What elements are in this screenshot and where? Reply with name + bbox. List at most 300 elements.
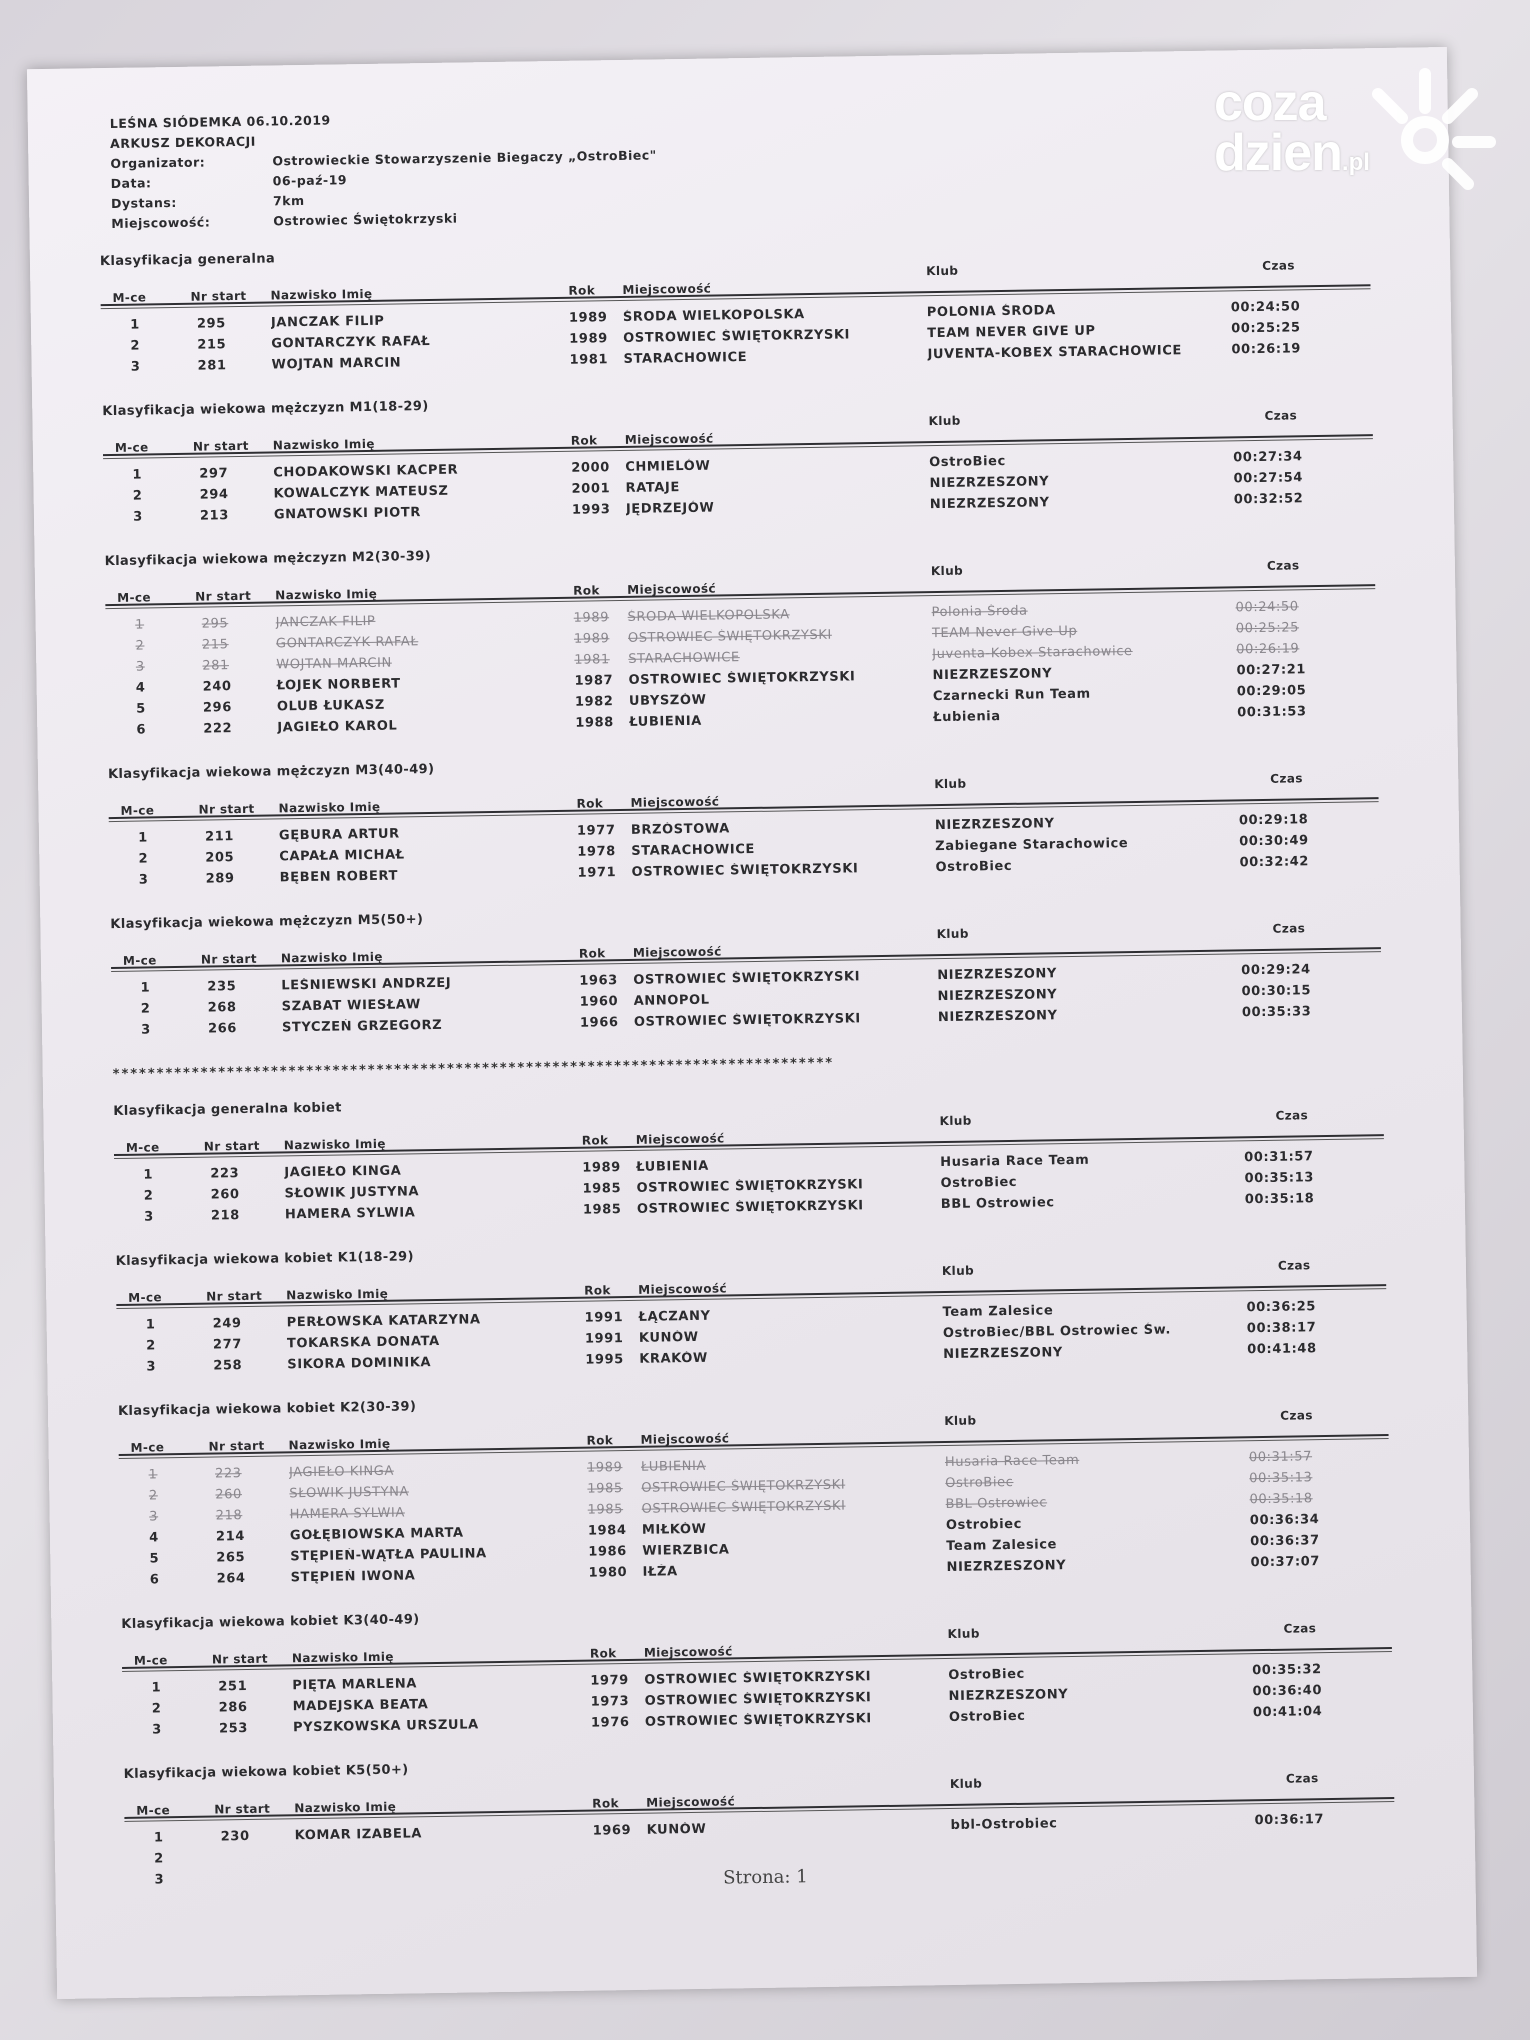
column-header-runner-name: Nazwisko Imię xyxy=(294,1799,397,1816)
cell-town: BRZÓSTOWA xyxy=(630,821,730,838)
classification-section xyxy=(100,234,1372,404)
cell-birth-year: 1985 xyxy=(582,1181,622,1197)
column-header-club: Klub xyxy=(949,1776,983,1791)
cell-club: Ostrobiec xyxy=(945,1516,1023,1534)
cell-club: Husaria Race Team xyxy=(940,1152,1090,1171)
column-header-club: Klub xyxy=(926,263,959,279)
column-header-place: M-ce xyxy=(112,290,147,305)
cell-town: MIŁKÓW xyxy=(641,1521,707,1538)
column-header-place: M-ce xyxy=(128,1290,163,1305)
cell-time: 00:32:52 xyxy=(1233,491,1304,508)
cell-club: OstroBiec xyxy=(948,1666,1026,1683)
cell-runner-name: STYCZEŃ GRZEGORZ xyxy=(281,1017,443,1036)
column-header-runner-name: Nazwisko Imię xyxy=(283,1136,386,1153)
cell-birth-year: 1986 xyxy=(588,1544,627,1560)
cell-birth-year: 1985 xyxy=(587,1481,623,1497)
cell-place: 4 xyxy=(135,680,146,696)
column-header-place: M-ce xyxy=(125,1140,160,1155)
cell-town: ŁUBIENIA xyxy=(636,1158,710,1175)
cell-town: KUNÓW xyxy=(646,1821,707,1838)
cell-start-number: 260 xyxy=(210,1187,240,1203)
cell-club: NIEZRZESZONY xyxy=(937,966,1058,984)
cell-place: 2 xyxy=(138,851,149,867)
cell-town: CHMIELÓW xyxy=(625,458,711,475)
cell-place: 3 xyxy=(149,1509,159,1525)
cell-birth-year: 1993 xyxy=(571,502,611,518)
column-header-runner-name: Nazwisko Imię xyxy=(288,1436,391,1453)
cell-runner-name: GONTARCZYK RAFAŁ xyxy=(271,333,431,352)
cell-time: 00:26:19 xyxy=(1231,341,1302,358)
cell-club: Łubienia xyxy=(933,709,1001,726)
watermark-text: coza dzien.pl xyxy=(1214,74,1370,182)
cell-place: 2 xyxy=(146,1338,156,1354)
cell-birth-year: 1985 xyxy=(582,1202,622,1218)
cell-start-number: 222 xyxy=(203,721,233,737)
cell-club: JUVENTA-KOBEX STARACHOWICE xyxy=(927,343,1183,363)
column-header-runner-name: Nazwisko Imię xyxy=(272,436,375,453)
cell-town xyxy=(647,1840,917,1844)
column-header-runner-name: Nazwisko Imię xyxy=(286,1286,389,1303)
cell-club: OstroBiec xyxy=(940,1174,1018,1192)
cell-time: 00:35:33 xyxy=(1241,1004,1312,1021)
column-header-place: M-ce xyxy=(122,953,157,968)
results-sheet xyxy=(27,47,1477,1999)
column-header-place: M-ce xyxy=(133,1653,168,1668)
cell-town: OSTROWIEC ŚWIĘTOKRZYSKI xyxy=(633,1011,861,1030)
section-title: Klasyfikacja generalna xyxy=(99,251,276,270)
cell-birth-year: 1989 xyxy=(569,331,608,347)
cell-place: 6 xyxy=(136,722,147,738)
cell-runner-name: SIKORA DOMINIKA xyxy=(287,1355,432,1373)
cell-start-number: 218 xyxy=(215,1508,243,1524)
cell-runner-name: SŁOWIK JUSTYNA xyxy=(284,1184,420,1202)
cell-town: OSTROWIEC ŚWIĘTOKRZYSKI xyxy=(623,327,851,346)
cell-birth-year: 1976 xyxy=(590,1715,630,1731)
cell-start-number xyxy=(221,1870,297,1871)
cell-birth-year: 1989 xyxy=(568,310,608,326)
cell-club: Team Zalesice xyxy=(942,1303,1054,1321)
cell-town: ANNOPOL xyxy=(633,992,710,1009)
cell-town: KUNÓW xyxy=(638,1329,699,1346)
cell-time: 00:36:37 xyxy=(1250,1533,1320,1550)
cell-time: 00:30:15 xyxy=(1241,983,1312,1000)
classification-section xyxy=(110,897,1382,1082)
cell-club: Husaria Race Team xyxy=(944,1452,1080,1471)
cell-start-number xyxy=(221,1849,297,1850)
cell-birth-year: 1979 xyxy=(590,1673,630,1689)
cell-runner-name: KOMAR IZABELA xyxy=(294,1826,423,1844)
column-header-town: Miejscowość xyxy=(638,1281,728,1297)
cell-place: 2 xyxy=(132,488,143,504)
cell-place: 1 xyxy=(153,1830,164,1846)
cell-time xyxy=(1255,1832,1375,1834)
column-header-time: Czas xyxy=(1280,1408,1313,1423)
cell-town: ŚRODA WIELKOPOLSKA xyxy=(622,307,805,325)
cell-birth-year: 1963 xyxy=(579,973,619,989)
cell-runner-name: HAMERA SYLWIA xyxy=(289,1505,406,1523)
cell-birth-year: 2001 xyxy=(571,481,611,497)
column-header-town: Miejscowość xyxy=(627,581,717,597)
cell-club: NIEZRZESZONY xyxy=(937,987,1058,1005)
cell-place: 3 xyxy=(135,659,145,675)
classification-section xyxy=(108,747,1380,917)
cell-start-number: 253 xyxy=(218,1721,249,1737)
cell-time: 00:27:54 xyxy=(1233,470,1304,487)
cell-birth-year: 1989 xyxy=(573,631,610,647)
cell-time: 00:37:07 xyxy=(1250,1554,1321,1571)
classification-section xyxy=(113,1084,1385,1254)
cell-runner-name: MADEJSKA BEATA xyxy=(292,1697,429,1715)
cell-birth-year: 1981 xyxy=(574,652,610,668)
cell-runner-name: STĘPIEŃ-WĄTŁA PAULINA xyxy=(290,1546,487,1565)
cell-birth-year: 1989 xyxy=(582,1160,621,1176)
cell-runner-name: JAGIEŁO KAROL xyxy=(277,718,398,736)
column-header-birth-year: Rok xyxy=(576,796,604,811)
cell-club: NIEZRZESZONY xyxy=(929,495,1050,513)
column-header-start-number: Nr start xyxy=(192,438,249,454)
header-field-value: 06-paź-19 xyxy=(272,172,348,189)
cell-place: 2 xyxy=(154,1851,165,1867)
cell-time: 00:27:21 xyxy=(1236,662,1307,679)
cell-runner-name: ŁOJEK NORBERT xyxy=(276,676,401,694)
column-header-time: Czas xyxy=(1262,258,1295,273)
cell-club: NIEZRZESZONY xyxy=(934,816,1055,834)
page-number: Strona: 1 xyxy=(722,1866,808,1889)
cell-place: 3 xyxy=(152,1722,162,1738)
cell-runner-name: PERŁOWSKA KATARZYNA xyxy=(286,1312,481,1331)
column-header-town: Miejscowość xyxy=(646,1794,736,1810)
cell-birth-year: 1991 xyxy=(584,1331,624,1347)
cell-runner-name: HAMERA SYLWIA xyxy=(284,1205,416,1223)
cell-birth-year: 1980 xyxy=(588,1565,628,1581)
cell-runner-name: GOŁĘBIOWSKA MARTA xyxy=(289,1525,464,1544)
cell-time: 00:36:40 xyxy=(1252,1683,1323,1700)
cell-start-number: 230 xyxy=(220,1828,250,1845)
cell-place: 2 xyxy=(151,1701,162,1717)
cell-birth-year: 1973 xyxy=(590,1694,630,1710)
cell-town: OSTROWIEC ŚWIĘTOKRZYSKI xyxy=(644,1711,872,1730)
cell-time: 00:27:34 xyxy=(1233,449,1303,466)
header-field-label: Miejscowość: xyxy=(111,214,211,231)
classification-section xyxy=(116,1234,1388,1404)
cell-runner-name: JANCZAK FILIP xyxy=(275,613,376,631)
section-title: Klasyfikacja wiekowa kobiet K5(50+) xyxy=(123,1762,409,1782)
cell-start-number: 258 xyxy=(213,1358,243,1374)
column-header-time: Czas xyxy=(1285,1771,1319,1786)
cell-start-number: 289 xyxy=(205,871,235,887)
column-header-start-number: Nr start xyxy=(198,801,255,817)
column-header-town: Miejscowość xyxy=(632,944,722,960)
cell-birth-year: 2000 xyxy=(571,460,610,476)
sheet-header xyxy=(110,105,658,234)
cell-club: OstroBiec xyxy=(945,1474,1014,1492)
cell-town: STARACHOWICE xyxy=(623,349,748,367)
column-header-start-number: Nr start xyxy=(203,1138,260,1154)
cell-time: 00:35:18 xyxy=(1244,1191,1315,1208)
cell-time: 00:38:17 xyxy=(1246,1320,1317,1337)
column-header-place: M-ce xyxy=(114,440,149,455)
cell-start-number: 297 xyxy=(199,466,229,482)
column-header-runner-name: Nazwisko Imię xyxy=(280,949,383,966)
cell-place: 2 xyxy=(143,1188,154,1204)
cell-town: ŁUBIENIA xyxy=(629,713,703,730)
cell-town xyxy=(647,1861,917,1865)
cell-start-number: 296 xyxy=(202,700,233,716)
cell-start-number: 265 xyxy=(216,1550,246,1566)
column-header-time: Czas xyxy=(1277,1258,1311,1273)
cell-runner-name: BĘBEN ROBERT xyxy=(279,868,399,886)
cell-runner-name: GNATOWSKI PIOTR xyxy=(273,505,422,523)
cell-birth-year: 1985 xyxy=(587,1502,624,1518)
cell-birth-year: 1991 xyxy=(584,1310,624,1326)
column-header-start-number: Nr start xyxy=(200,951,258,967)
cell-runner-name: JANCZAK FILIP xyxy=(270,313,385,331)
event-title: LEŚNA SIÓDEMKA 06.10.2019 xyxy=(109,112,331,131)
cell-club: Czarnecki Run Team xyxy=(932,686,1091,705)
cell-runner-name: JAGIEŁO KINGA xyxy=(284,1163,402,1181)
column-header-club: Klub xyxy=(930,563,964,579)
cell-time: 00:36:34 xyxy=(1249,1512,1320,1529)
cell-club: NIEZRZESZONY xyxy=(937,1008,1058,1026)
cell-time: 00:41:04 xyxy=(1252,1704,1323,1721)
column-header-birth-year: Rok xyxy=(584,1283,611,1298)
cell-town: ŁĄCZANY xyxy=(638,1308,711,1325)
cell-place: 4 xyxy=(149,1530,159,1546)
column-header-club: Klub xyxy=(947,1626,980,1642)
column-header-time: Czas xyxy=(1272,921,1306,936)
classification-section xyxy=(105,534,1378,767)
column-header-town: Miejscowość xyxy=(635,1131,725,1147)
column-header-birth-year: Rok xyxy=(581,1133,609,1148)
cell-birth-year: 1978 xyxy=(577,844,617,860)
cell-runner-name: KOWALCZYK MATEUSZ xyxy=(273,483,449,502)
column-header-runner-name: Nazwisko Imię xyxy=(270,286,373,303)
section-title: Klasyfikacja generalna kobiet xyxy=(113,1100,342,1120)
section-title: Klasyfikacja wiekowa kobiet K1(18-29) xyxy=(115,1249,414,1270)
cell-runner-name xyxy=(295,1845,575,1849)
cell-start-number: 266 xyxy=(207,1021,238,1037)
cell-time: 00:29:24 xyxy=(1241,962,1311,979)
cell-time: 00:25:25 xyxy=(1231,320,1301,337)
column-header-birth-year: Rok xyxy=(578,946,606,961)
cell-place: 1 xyxy=(145,1317,156,1333)
column-header-time: Czas xyxy=(1283,1621,1317,1636)
cell-town: OSTROWIEC ŚWIĘTOKRZYSKI xyxy=(631,861,859,880)
cell-time xyxy=(1255,1853,1375,1855)
cell-place: 5 xyxy=(136,701,146,717)
cell-town: OSTROWIEC ŚWIĘTOKRZYSKI xyxy=(641,1498,846,1517)
header-field-label: Data: xyxy=(110,175,152,191)
cell-time: 00:24:50 xyxy=(1230,299,1301,316)
cell-time: 00:35:13 xyxy=(1244,1170,1315,1187)
cell-town: OSTROWIEC ŚWIĘTOKRZYSKI xyxy=(641,1477,846,1496)
cell-start-number: 213 xyxy=(199,508,230,524)
column-header-birth-year: Rok xyxy=(573,583,600,598)
cell-town: OSTROWIEC ŚWIĘTOKRZYSKI xyxy=(628,669,856,688)
cell-place: 5 xyxy=(149,1551,160,1567)
cell-place: 1 xyxy=(135,617,145,633)
cell-birth-year xyxy=(593,1844,653,1845)
column-header-place: M-ce xyxy=(117,590,152,605)
cell-start-number: 235 xyxy=(207,979,237,995)
column-header-town: Miejscowość xyxy=(630,794,720,810)
header-field-value: 7km xyxy=(272,192,305,209)
cell-place: 2 xyxy=(148,1488,158,1504)
cell-start-number: 215 xyxy=(197,337,227,353)
cell-start-number: 264 xyxy=(216,1571,246,1587)
cell-start-number: 260 xyxy=(215,1487,243,1503)
column-header-time: Czas xyxy=(1264,408,1298,423)
cell-town: IŁŻA xyxy=(642,1564,678,1580)
cell-club: OstroBiec xyxy=(948,1708,1026,1725)
column-header-start-number: Nr start xyxy=(206,1288,263,1304)
watermark-logo xyxy=(1210,60,1500,200)
cell-time: 00:36:17 xyxy=(1254,1812,1325,1829)
section-title: Klasyfikacja wiekowa mężczyzn M3(40-49) xyxy=(107,761,435,783)
section-title: Klasyfikacja wiekowa mężczyzn M1(18-29) xyxy=(102,399,429,420)
column-header-start-number: Nr start xyxy=(211,1651,269,1667)
cell-club: TEAM NEVER GIVE UP xyxy=(927,323,1096,342)
cell-runner-name: LEŚNIEWSKI ANDRZEJ xyxy=(281,975,452,994)
section-title: Klasyfikacja wiekowa kobiet K2(30-39) xyxy=(117,1399,417,1420)
column-header-club: Klub xyxy=(928,413,961,429)
header-field-value: Ostrowieckie Stowarzyszenie Biegaczy „OstroBiec" xyxy=(272,147,657,169)
column-header-start-number: Nr start xyxy=(190,288,247,304)
cell-town: OSTROWIEC ŚWIĘTOKRZYSKI xyxy=(644,1669,872,1688)
cell-runner-name: SZABAT WIESŁAW xyxy=(281,997,421,1015)
results-sections xyxy=(100,234,1396,1917)
cell-place: 2 xyxy=(135,638,145,654)
column-header-town: Miejscowość xyxy=(622,281,712,297)
sheet-title: ARKUSZ DEKORACJI xyxy=(109,133,256,151)
cell-club: OstroBiec xyxy=(935,858,1013,876)
column-header-birth-year: Rok xyxy=(589,1646,617,1661)
cell-time: 00:31:53 xyxy=(1237,704,1307,721)
cell-place: 1 xyxy=(151,1680,162,1696)
cell-time: 00:41:48 xyxy=(1247,1341,1317,1358)
cell-place: 3 xyxy=(154,1872,165,1888)
column-header-runner-name: Nazwisko Imię xyxy=(291,1649,394,1666)
cell-club xyxy=(951,1834,1251,1839)
column-header-place: M-ce xyxy=(130,1440,165,1455)
cell-town: OSTROWIEC ŚWIĘTOKRZYSKI xyxy=(627,627,832,646)
cell-town: OSTROWIEC ŚWIĘTOKRZYSKI xyxy=(636,1177,864,1196)
cell-town: ŚRODA WIELKOPOLSKA xyxy=(627,607,790,625)
cell-town: ŁUBIENIA xyxy=(640,1458,707,1475)
cell-place: 1 xyxy=(132,467,143,483)
cell-place: 1 xyxy=(130,317,140,333)
cell-club: NIEZRZESZONY xyxy=(948,1687,1069,1704)
cell-place: 1 xyxy=(143,1167,154,1183)
column-header-birth-year: Rok xyxy=(570,433,598,448)
header-field-label: Dystans: xyxy=(110,194,177,211)
cell-birth-year xyxy=(593,1865,653,1866)
cell-birth-year: 1982 xyxy=(574,694,614,710)
classification-section xyxy=(102,384,1374,554)
column-header-town: Miejscowość xyxy=(643,1644,733,1660)
cell-runner-name: GĘBURA ARTUR xyxy=(278,826,400,844)
cell-place: 3 xyxy=(141,1022,151,1038)
cell-time: 00:24:50 xyxy=(1235,599,1299,616)
cell-start-number: 277 xyxy=(212,1337,243,1353)
cell-club: BBL Ostrowiec xyxy=(945,1495,1048,1513)
cell-runner-name: JAGIEŁO KINGA xyxy=(288,1463,395,1481)
cell-club: Juventa-Kobex Starachowice xyxy=(932,643,1133,663)
cell-start-number: 215 xyxy=(201,637,229,653)
cell-town: KRAKÓW xyxy=(639,1350,709,1367)
cell-start-number: 294 xyxy=(199,487,229,503)
column-header-place: M-ce xyxy=(136,1803,171,1818)
column-header-club: Klub xyxy=(936,926,969,942)
cell-club: OstroBiec/BBL Ostrowiec Św. xyxy=(942,1322,1172,1342)
cell-birth-year: 1966 xyxy=(579,1015,619,1031)
cell-club: POLONIA ŚRODA xyxy=(926,303,1056,321)
cell-time: 00:35:13 xyxy=(1249,1470,1313,1487)
column-header-runner-name: Nazwisko Imię xyxy=(278,799,381,816)
column-header-town: Miejscowość xyxy=(624,431,714,447)
cell-birth-year: 1977 xyxy=(576,823,616,839)
cell-start-number: 251 xyxy=(218,1679,248,1695)
cell-birth-year: 1984 xyxy=(587,1523,627,1539)
header-field-label: Organizator: xyxy=(110,154,206,171)
cell-runner-name: PYSZKOWSKA URSZULA xyxy=(292,1717,479,1736)
cell-runner-name: WOJTAN MARCIN xyxy=(271,355,402,373)
cell-start-number: 295 xyxy=(196,316,227,332)
column-header-club: Klub xyxy=(941,1263,975,1279)
cell-birth-year: 1989 xyxy=(586,1460,623,1476)
cell-start-number: 205 xyxy=(205,850,235,866)
cell-club: NIEZRZESZONY xyxy=(932,666,1053,684)
column-header-runner-name: Nazwisko Imię xyxy=(275,586,378,603)
cell-time: 00:32:42 xyxy=(1239,854,1310,871)
section-title: Klasyfikacja wiekowa kobiet K3(40-49) xyxy=(121,1612,420,1632)
cell-place: 2 xyxy=(140,1001,151,1017)
cell-start-number: 214 xyxy=(215,1529,246,1545)
cell-club: NIEZRZESZONY xyxy=(943,1345,1064,1363)
cell-place: 6 xyxy=(149,1572,160,1588)
cell-place: 3 xyxy=(130,359,141,375)
classification-section xyxy=(118,1384,1391,1617)
cell-club: TEAM Never Give Up xyxy=(931,623,1078,642)
column-header-birth-year: Rok xyxy=(586,1433,614,1448)
column-header-place: M-ce xyxy=(120,803,155,818)
cell-start-number: 223 xyxy=(214,1466,242,1482)
section-title: Klasyfikacja wiekowa mężczyzn M2(30-39) xyxy=(104,548,432,570)
cell-start-number: 268 xyxy=(207,1000,237,1016)
cell-club: NIEZRZESZONY xyxy=(929,474,1050,492)
column-header-club: Klub xyxy=(939,1113,972,1129)
cell-time: 00:35:18 xyxy=(1249,1491,1313,1508)
cell-time: 00:29:18 xyxy=(1238,812,1309,829)
cell-place: 2 xyxy=(130,338,141,354)
cell-place: 1 xyxy=(140,980,151,996)
cell-place: 3 xyxy=(146,1359,157,1375)
cell-runner-name: SŁOWIK JUSTYNA xyxy=(289,1484,410,1502)
cell-runner-name: OLUB ŁUKASZ xyxy=(276,697,385,715)
cell-time: 00:36:25 xyxy=(1246,1299,1317,1316)
column-header-start-number: Nr start xyxy=(208,1438,265,1454)
cell-town: RATAJE xyxy=(625,480,681,496)
cell-club: OstroBiec xyxy=(929,453,1006,471)
cell-start-number: 281 xyxy=(202,658,230,674)
cell-birth-year: 1995 xyxy=(585,1352,624,1368)
cell-club: Zabiegane Starachowice xyxy=(935,836,1129,855)
cell-town: STARACHOWICE xyxy=(628,650,740,667)
column-header-town: Miejscowość xyxy=(640,1431,730,1447)
cell-place: 1 xyxy=(148,1467,158,1483)
column-header-birth-year: Rok xyxy=(592,1796,620,1811)
column-header-club: Klub xyxy=(944,1413,977,1429)
